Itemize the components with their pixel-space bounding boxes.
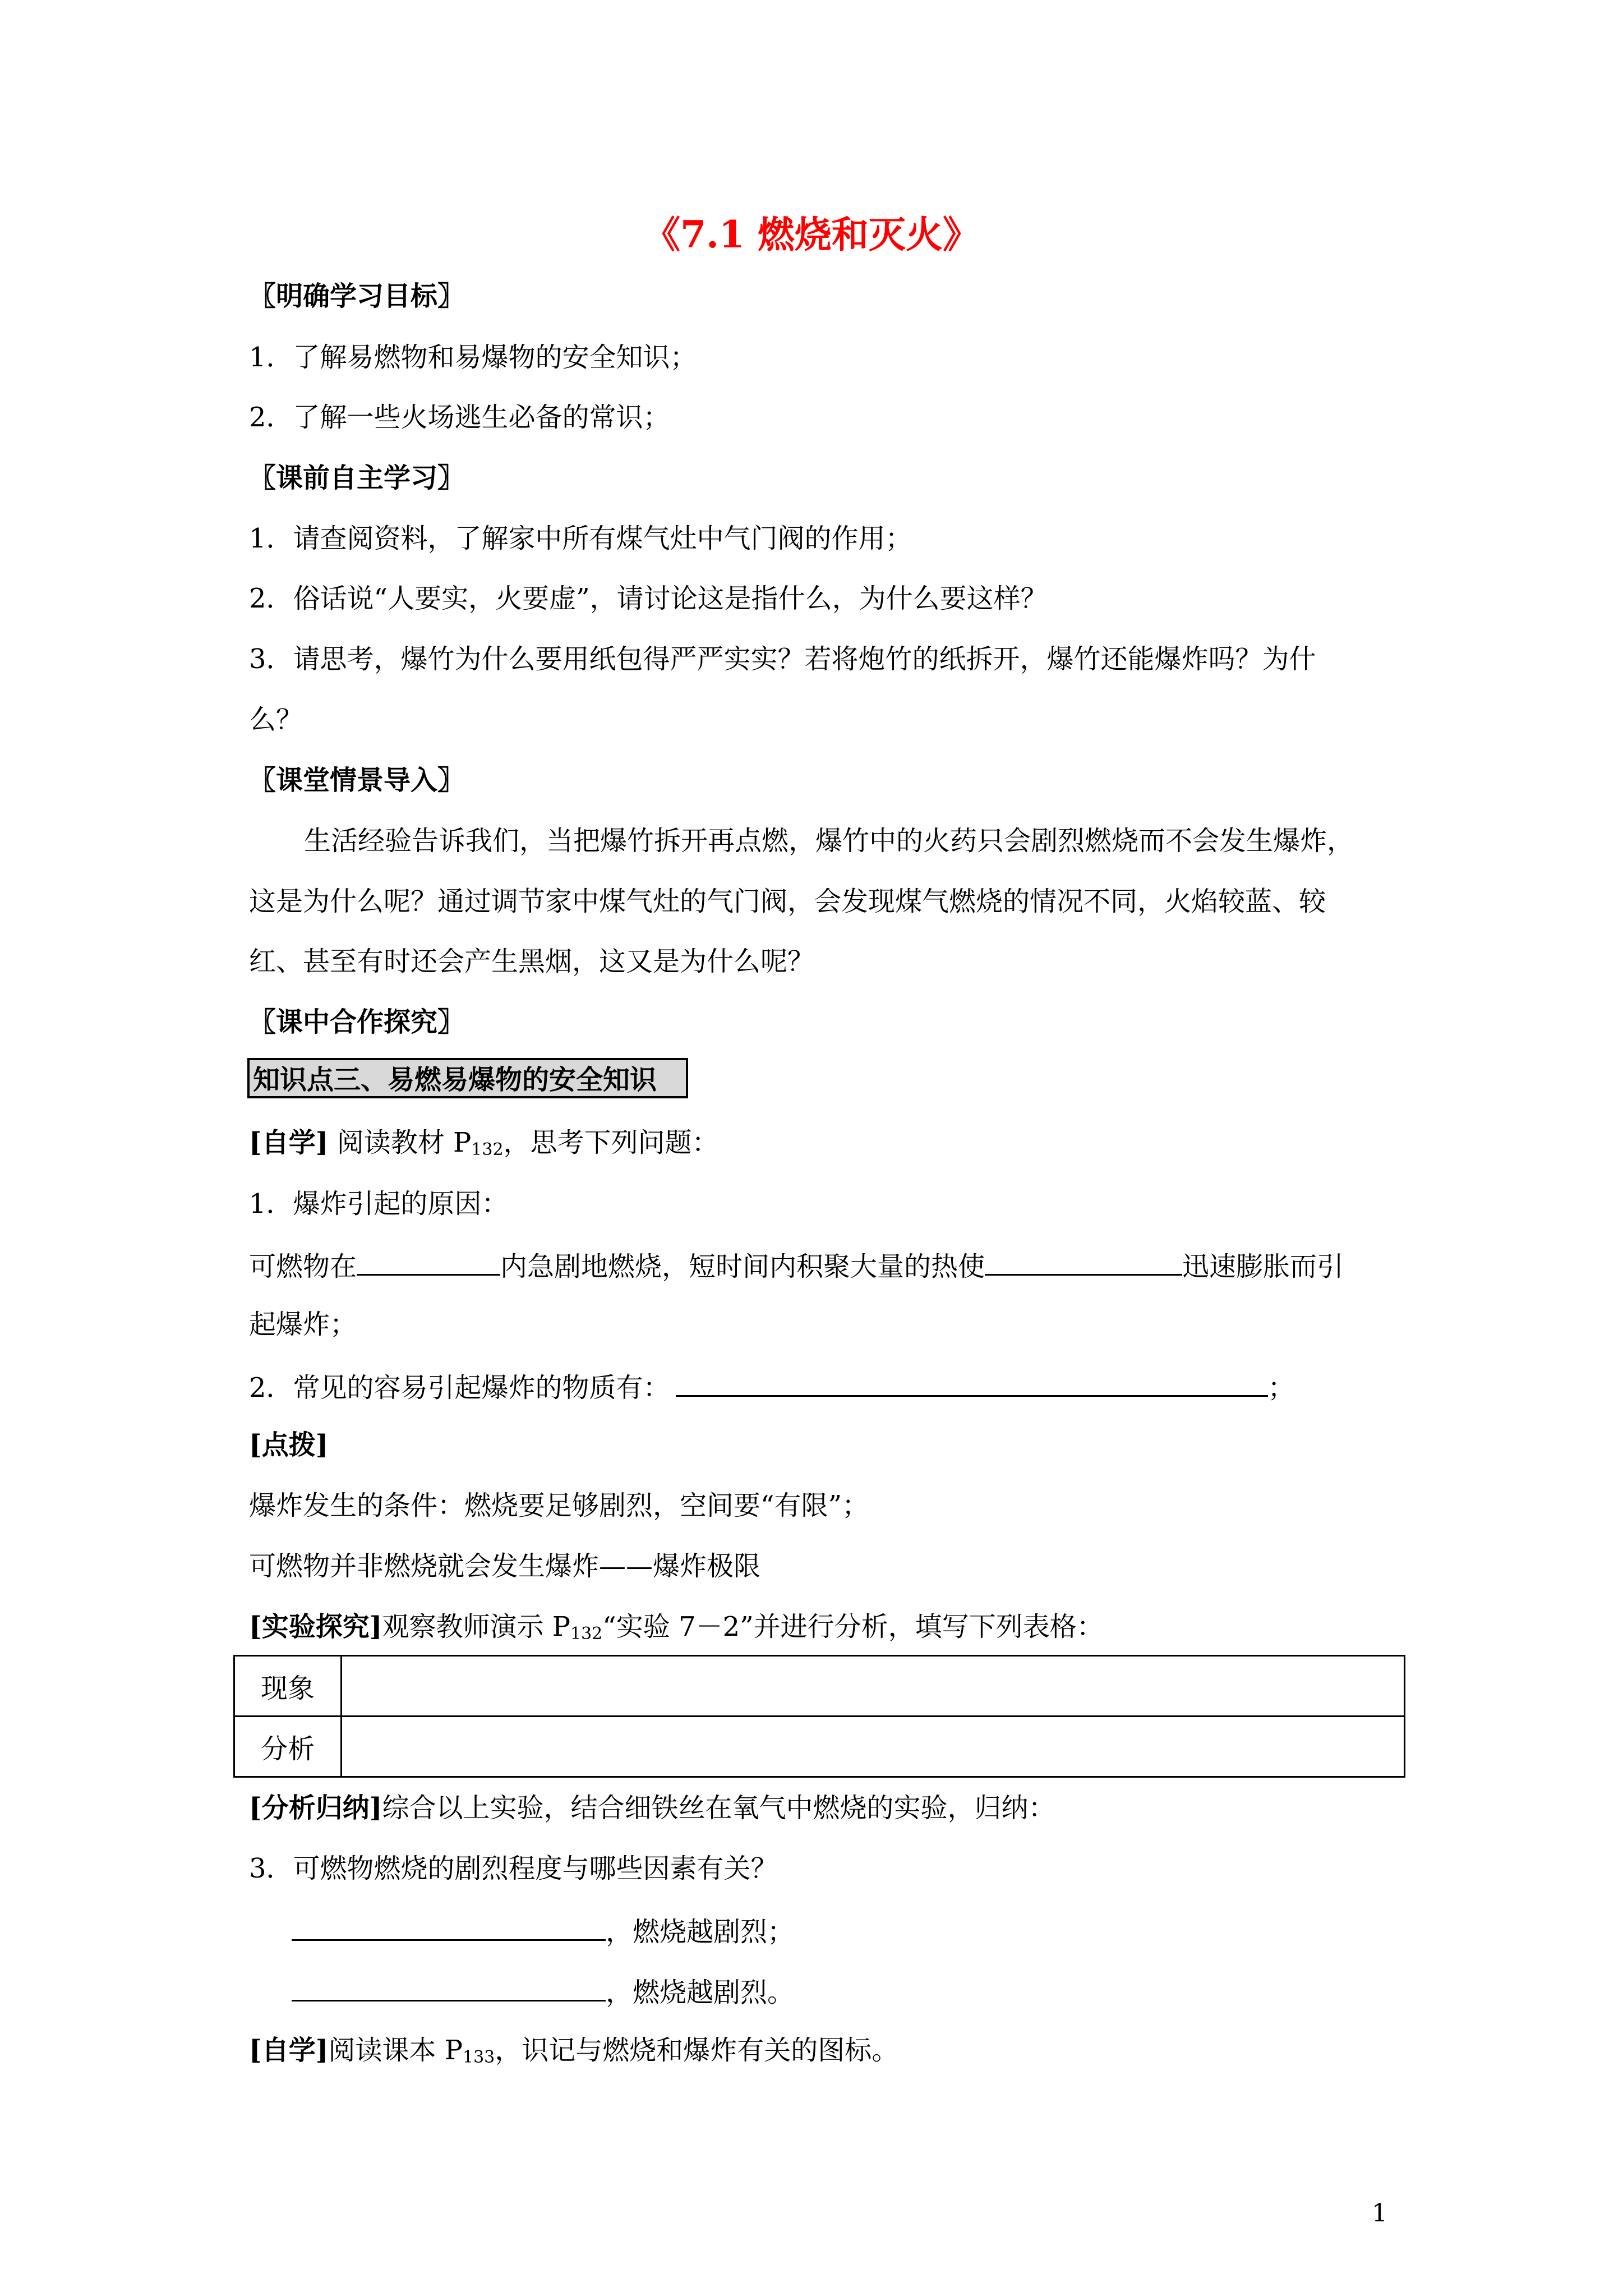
document-title: 《7.1 燃烧和灭火》 [643, 213, 980, 256]
table-row [234, 1717, 1405, 1777]
question-1: 1．爆炸引起的原因： [249, 1188, 509, 1220]
intro-heading: 〖课堂情景导入〗 [249, 765, 465, 796]
analysis-line [249, 1791, 1055, 1825]
analysis-text: 综合以上实验，结合细铁丝在氧气中燃烧的实验，归纳： [382, 1792, 1055, 1824]
prestudy-item-3: 3．请思考，爆竹为什么要用纸包得严严实实？若将炮竹的纸拆开，爆竹还能爆炸吗？为什 [249, 643, 1316, 675]
prestudy-item-3-cont: 么？ [249, 704, 303, 735]
page-subscript: 132 [471, 1140, 504, 1159]
answer-suffix-1: ，燃烧越剧烈； [606, 1916, 795, 1948]
question-2-text: 2．常见的容易引起爆炸的物质有： [249, 1372, 670, 1404]
tip-label: [点拨] [249, 1429, 329, 1461]
question-1-fill [249, 1247, 1344, 1283]
self-study-2-label: [自学] [249, 2035, 329, 2066]
self-study-1 [249, 1126, 719, 1167]
knowledge-point-title: 知识点三、易燃易爆物的安全知识 [253, 1064, 657, 1096]
experiment-text: 观察教师演示 P [382, 1611, 570, 1642]
goals-heading: 〖明确学习目标〗 [249, 280, 465, 312]
goal-item-2: 2．了解一些火场逃生必备的常识； [249, 402, 670, 433]
prestudy-item-1: 1．请查阅资料，了解家中所有煤气灶中气门阀的作用； [249, 523, 912, 554]
row-label-phenomenon: 现象 [234, 1656, 342, 1717]
question-2-end: ； [1267, 1372, 1295, 1404]
tip-line-2: 可燃物并非燃烧就会发生爆炸——爆炸极限 [249, 1550, 761, 1582]
question-3: 3．可燃物燃烧的剧烈程度与哪些因素有关？ [249, 1853, 778, 1884]
answer-blank-5[interactable] [292, 1973, 606, 2001]
experiment-label: [实验探究] [249, 1611, 382, 1642]
question-3-answer-2 [292, 1973, 794, 2009]
phenomenon-answer-cell[interactable] [342, 1656, 1405, 1717]
prestudy-item-2: 2．俗话说“人要实，火要虚”，请讨论这是指什么，为什么要这样？ [249, 583, 1048, 614]
page-number: 1 [1372, 2199, 1387, 2228]
tip-line-1: 爆炸发生的条件：燃烧要足够剧烈，空间要“有限”； [249, 1490, 869, 1521]
fill-text-a: 可燃物在 [249, 1251, 357, 1282]
analysis-label: [分析归纳] [249, 1792, 382, 1824]
self-study-2 [249, 2033, 898, 2074]
question-3-answer-1 [292, 1912, 794, 1949]
self-study-text: 阅读教材 P [336, 1127, 472, 1158]
intro-paragraph-line-1: 生活经验告诉我们，当把爆竹拆开再点燃，爆竹中的火药只会剧烈燃烧而不会发生爆炸， [304, 825, 1354, 857]
fill-text-c: 迅速膨胀而引 [1182, 1251, 1344, 1282]
answer-blank-1[interactable] [357, 1247, 500, 1276]
experiment-line [249, 1610, 1104, 1651]
self-study-2-text-end: ，识记与燃烧和爆炸有关的图标。 [495, 2035, 899, 2066]
goal-item-1: 1．了解易燃物和易爆物的安全知识； [249, 342, 697, 373]
answer-suffix-2: ，燃烧越剧烈。 [606, 1977, 795, 2008]
self-study-text-end: ，思考下列问题： [503, 1127, 719, 1158]
answer-blank-3[interactable] [676, 1368, 1268, 1397]
experiment-text-end: “实验 7－2”并进行分析，填写下列表格： [602, 1611, 1104, 1642]
answer-blank-2[interactable] [985, 1247, 1182, 1276]
experiment-table [233, 1655, 1405, 1778]
prestudy-heading: 〖课前自主学习〗 [249, 462, 465, 494]
intro-paragraph-line-3: 红、甚至有时还会产生黑烟，这又是为什么呢？ [249, 946, 815, 977]
table-row [234, 1656, 1405, 1717]
fill-text-b: 内急剧地燃烧，短时间内积聚大量的热使 [500, 1251, 985, 1282]
answer-blank-4[interactable] [292, 1912, 606, 1941]
analysis-answer-cell[interactable] [342, 1717, 1405, 1777]
page-subscript-3: 133 [463, 2047, 495, 2067]
knowledge-point-box [247, 1058, 688, 1098]
coop-heading: 〖课中合作探究〗 [249, 1006, 465, 1038]
self-study-label: [自学] [249, 1127, 329, 1158]
page-subscript-2: 132 [570, 1624, 603, 1644]
row-label-analysis: 分析 [234, 1717, 342, 1777]
question-2 [249, 1368, 1295, 1405]
self-study-2-text: 阅读课本 P [328, 2035, 463, 2066]
intro-paragraph-line-2: 这是为什么呢？通过调节家中煤气灶的气门阀，会发现煤气燃烧的情况不同，火焰较蓝、较 [249, 886, 1326, 917]
question-1-fill-cont: 起爆炸； [249, 1309, 357, 1340]
